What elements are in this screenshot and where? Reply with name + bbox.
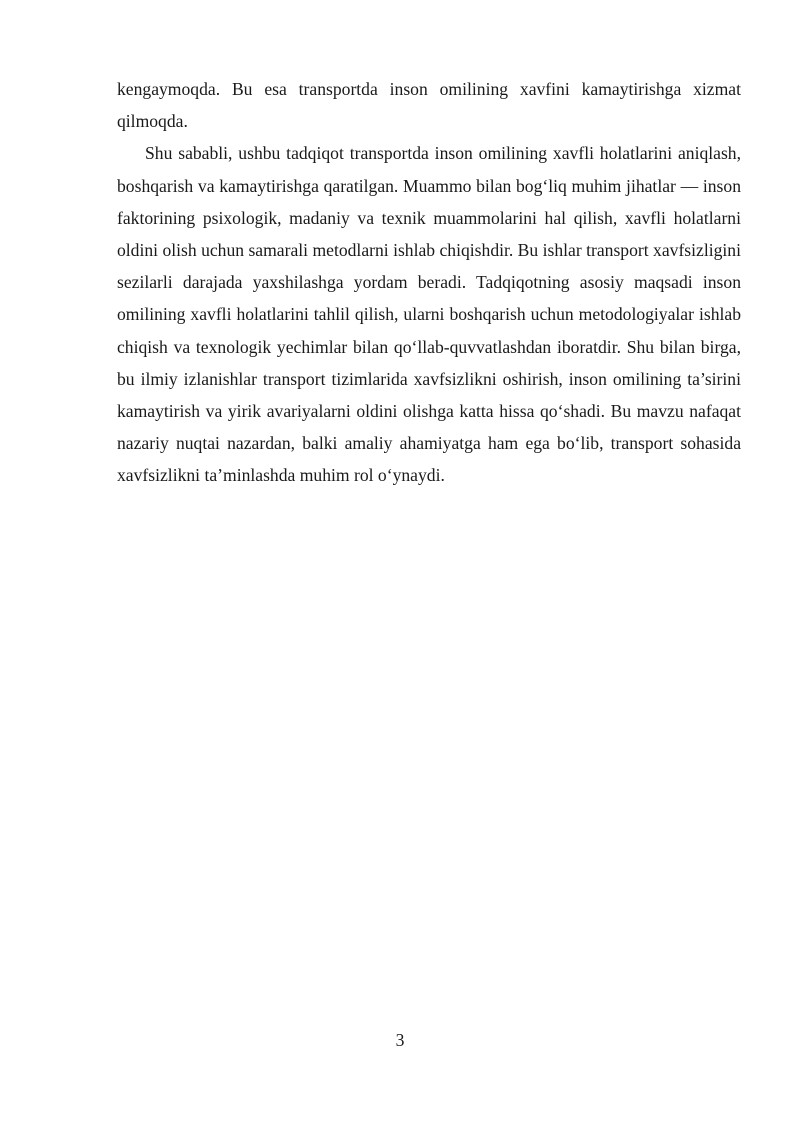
paragraph-continuation: kengaymoqda. Bu esa transportda inson omilining xavfini kamaytirishga xizmat qilmoqda. [117,79,741,132]
paragraph-research-aim: Shu sababli, ushbu tadqiqot transportda inson omilining xavfli holatlarini aniqlash, boshqarish va kamaytirishga qaratilgan. Muammo bilan bog‘liq muhim jihatlar — inson faktorining psixologik, madaniy va texnik muammolarini hal qilish, xavfli holatlarni oldini olish uchun samarali metodlarni ishlab chiqishdir. Bu ishlar transport xavfsizligini sezilarli darajada yaxshilashga yordam beradi. Tadqiqotning asosiy maqsadi inson omilining xavfli holatlarini tahlil qilish, ularni boshqarish uchun metodologiyalar ishlab chiqish va texnologik yechimlar bilan qo‘llab-quvvatlashdan iboratdir. Shu bilan birga, bu ilmiy izlanishlar transport tizimlarida xavfsizlikni oshirish, inson omilining ta’sirini kamaytirish va yirik avariyalarni oldini olishga katta hissa qo‘shadi. Bu mavzu nafaqat nazariy nuqtai nazardan, balki amaliy ahamiyatga ham ega bo‘lib, transport sohasida xavfsizlikni ta’minlashda muhim rol o‘ynaydi. [117,143,741,486]
body-text [117,73,741,492]
page-number: 3 [395,1030,405,1050]
